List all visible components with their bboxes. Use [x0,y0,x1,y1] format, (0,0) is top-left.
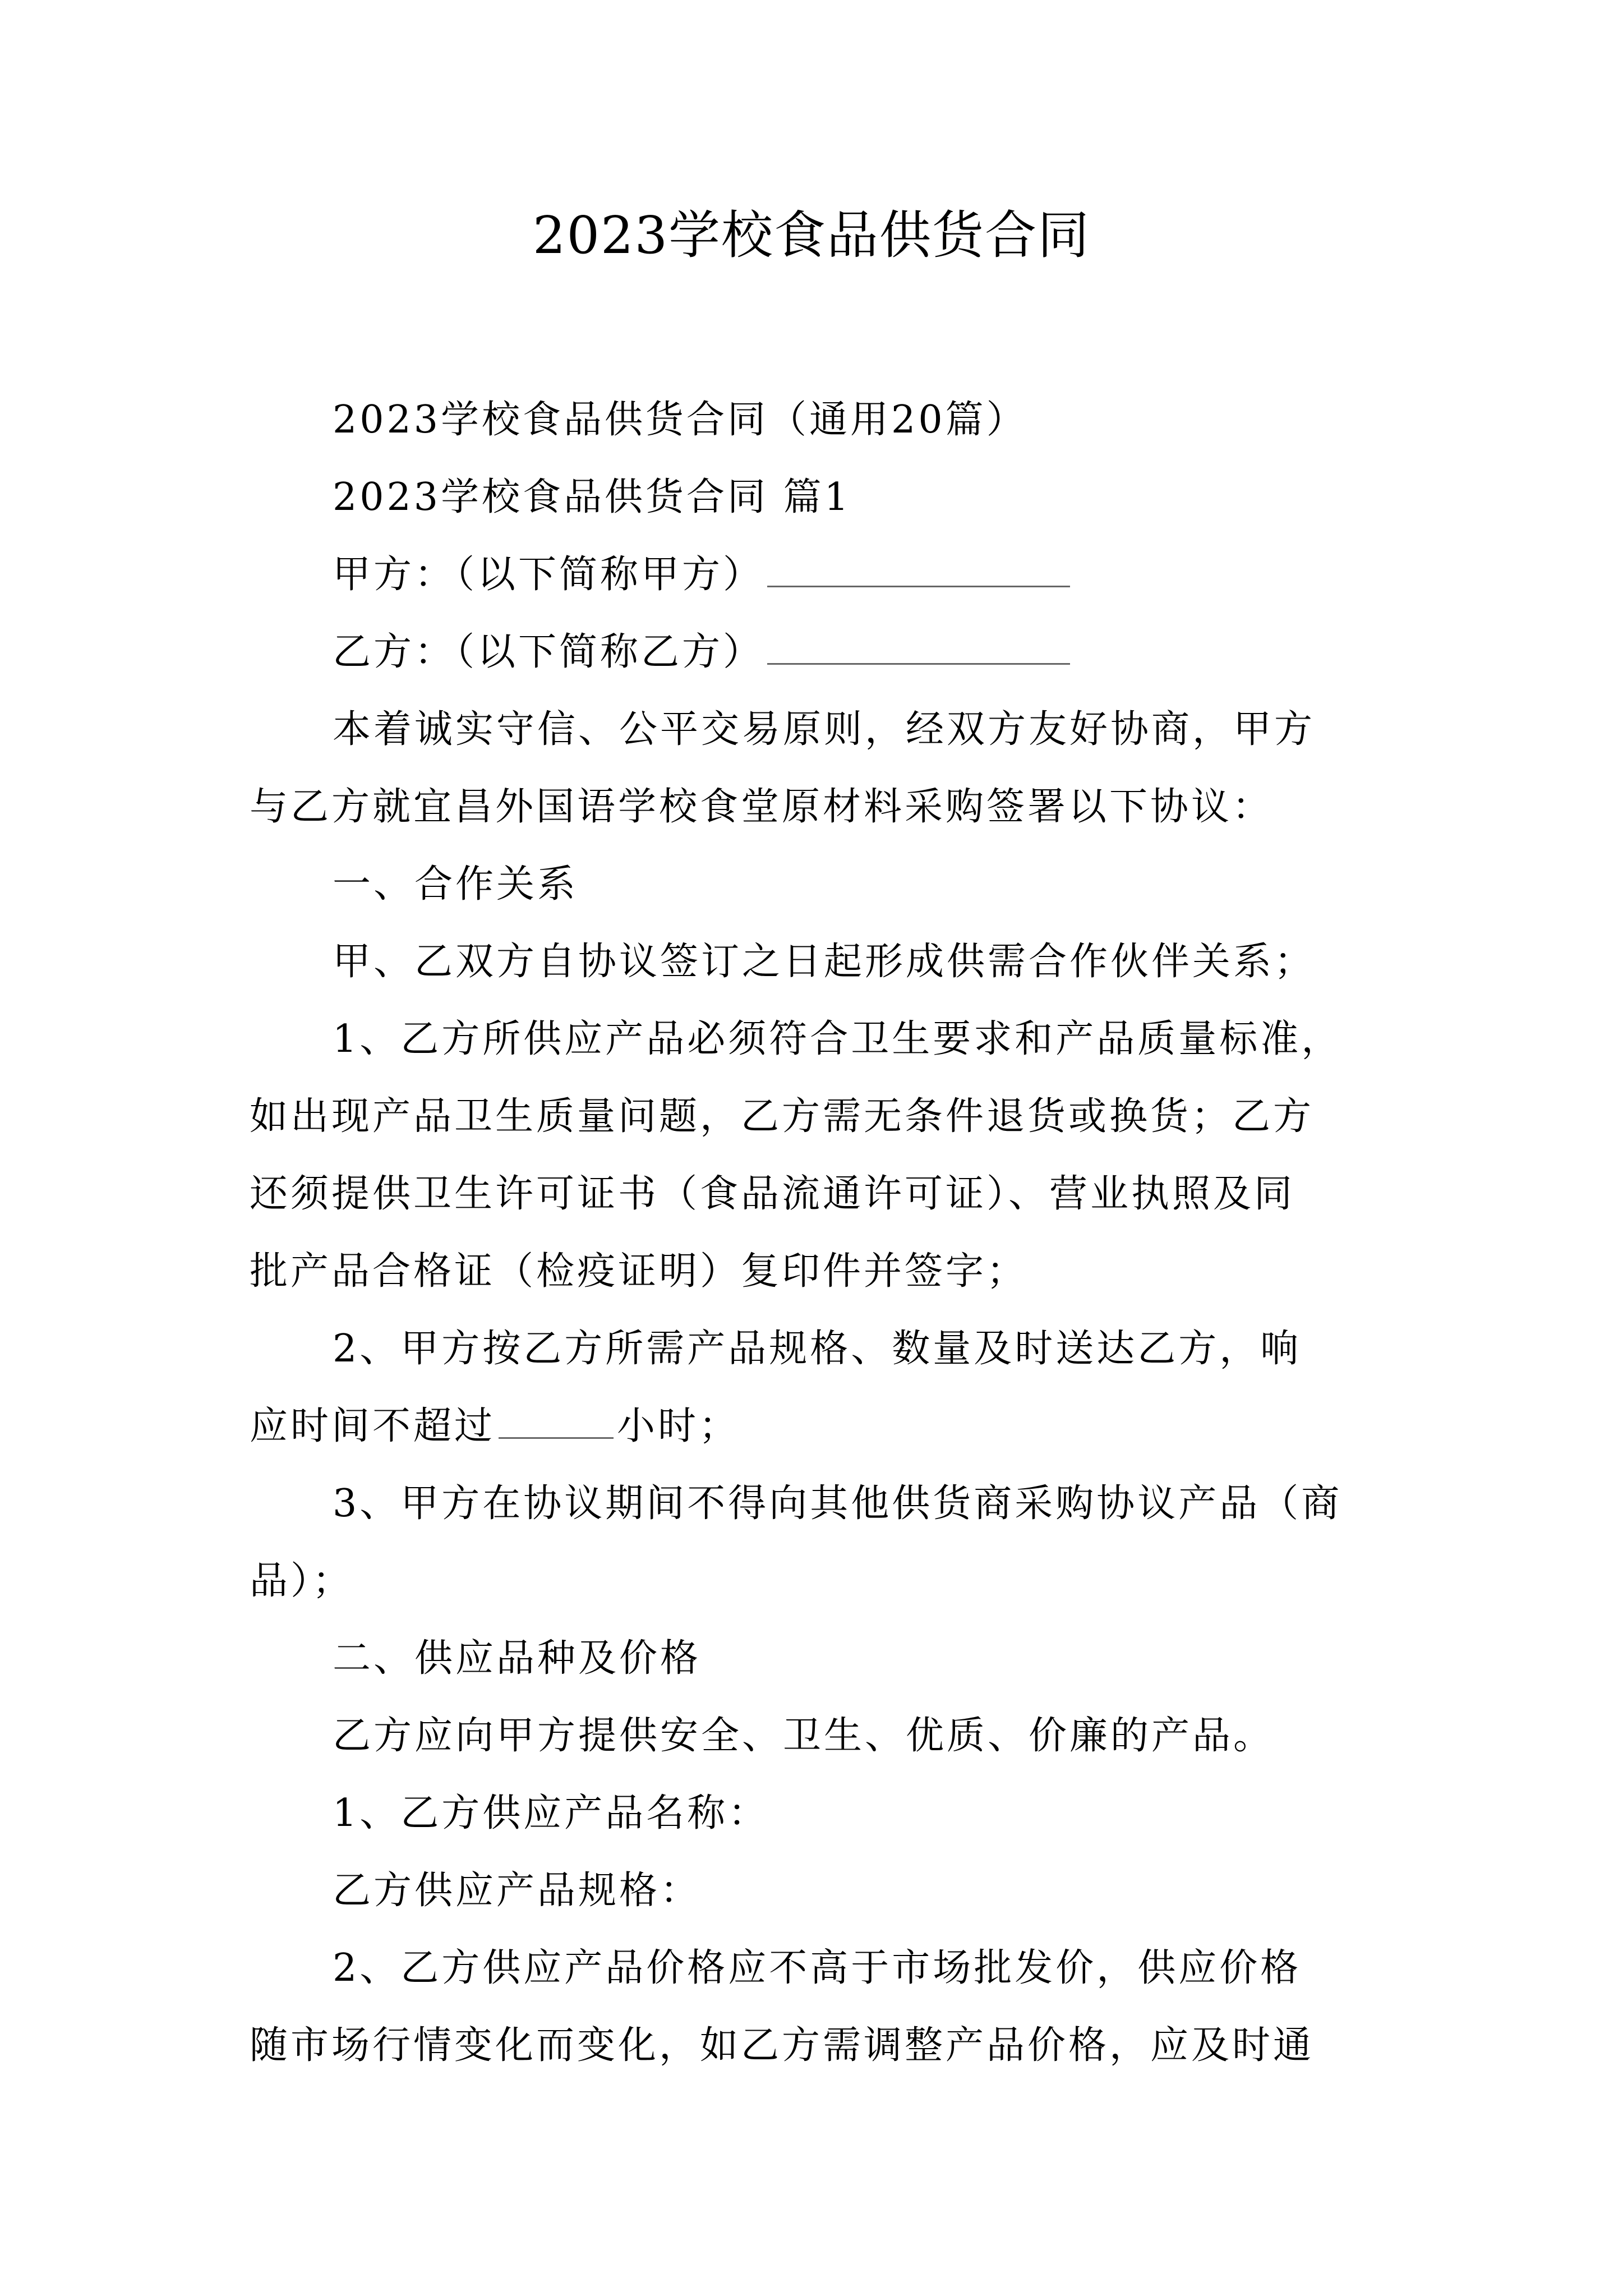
paragraph-line: 2、甲方按乙方所需产品规格、数量及时送达乙方，响 [333,1327,1302,1371]
paragraph-line: 3、甲方在协议期间不得向其他供货商采购协议产品（商 [333,1481,1343,1526]
response-time-suffix: 小时； [617,1404,740,1448]
party-b-blank [767,662,1070,665]
party-b-label: 乙方：（以下简称乙方） [333,630,764,674]
paragraph-line: 1、乙方供应产品名称： [333,1791,769,1835]
paragraph-line: 2、乙方供应产品价格应不高于市场批发价，供应价格 [333,1946,1302,1990]
paragraph-line: 如出现产品卫生质量问题，乙方需无条件退货或换货；乙方 [250,1094,1315,1139]
paragraph-line: 2023学校食品供货合同（通用20篇） [333,398,1027,442]
paragraph-line: 随市场行情变化而变化，如乙方需调整产品价格，应及时通 [250,2023,1315,2068]
paragraph-line: 与乙方就宜昌外国语学校食堂原材料采购签署以下协议： [250,785,1274,829]
paragraph-line: 甲、乙双方自协议签订之日起形成供需合作伙伴关系； [333,940,1316,984]
party-a-line [250,536,1394,614]
document-body [250,381,1394,2085]
response-time-blank [499,1437,614,1439]
paragraph-line: 乙方应向甲方提供安全、卫生、优质、价廉的产品。 [333,1714,1275,1758]
response-time-line [250,1388,1394,1465]
paragraph-line: 本着诚实守信、公平交易原则，经双方友好协商，甲方 [333,707,1316,752]
party-a-blank [767,585,1070,587]
response-time-prefix: 应时间不超过 [250,1404,496,1448]
party-b-line [250,614,1394,691]
paragraph-line: 批产品合格证（检疫证明）复印件并签字； [250,1249,1028,1294]
paragraph-line: 品）； [250,1559,354,1603]
party-a-label: 甲方：（以下简称甲方） [333,553,764,597]
section-heading: 二、供应品种及价格 [333,1636,702,1681]
document-title: 2023学校食品供货合同 [532,205,1091,265]
paragraph-line: 还须提供卫生许可证书（食品流通许可证）、营业执照及同 [250,1172,1295,1216]
paragraph-line: 乙方供应产品规格： [333,1869,702,1913]
section-heading: 一、合作关系 [333,862,579,907]
paragraph-line: 1、乙方所供应产品必须符合卫生要求和产品质量标准， [333,1017,1343,1061]
paragraph-line: 2023学校食品供货合同 篇1 [333,475,851,519]
